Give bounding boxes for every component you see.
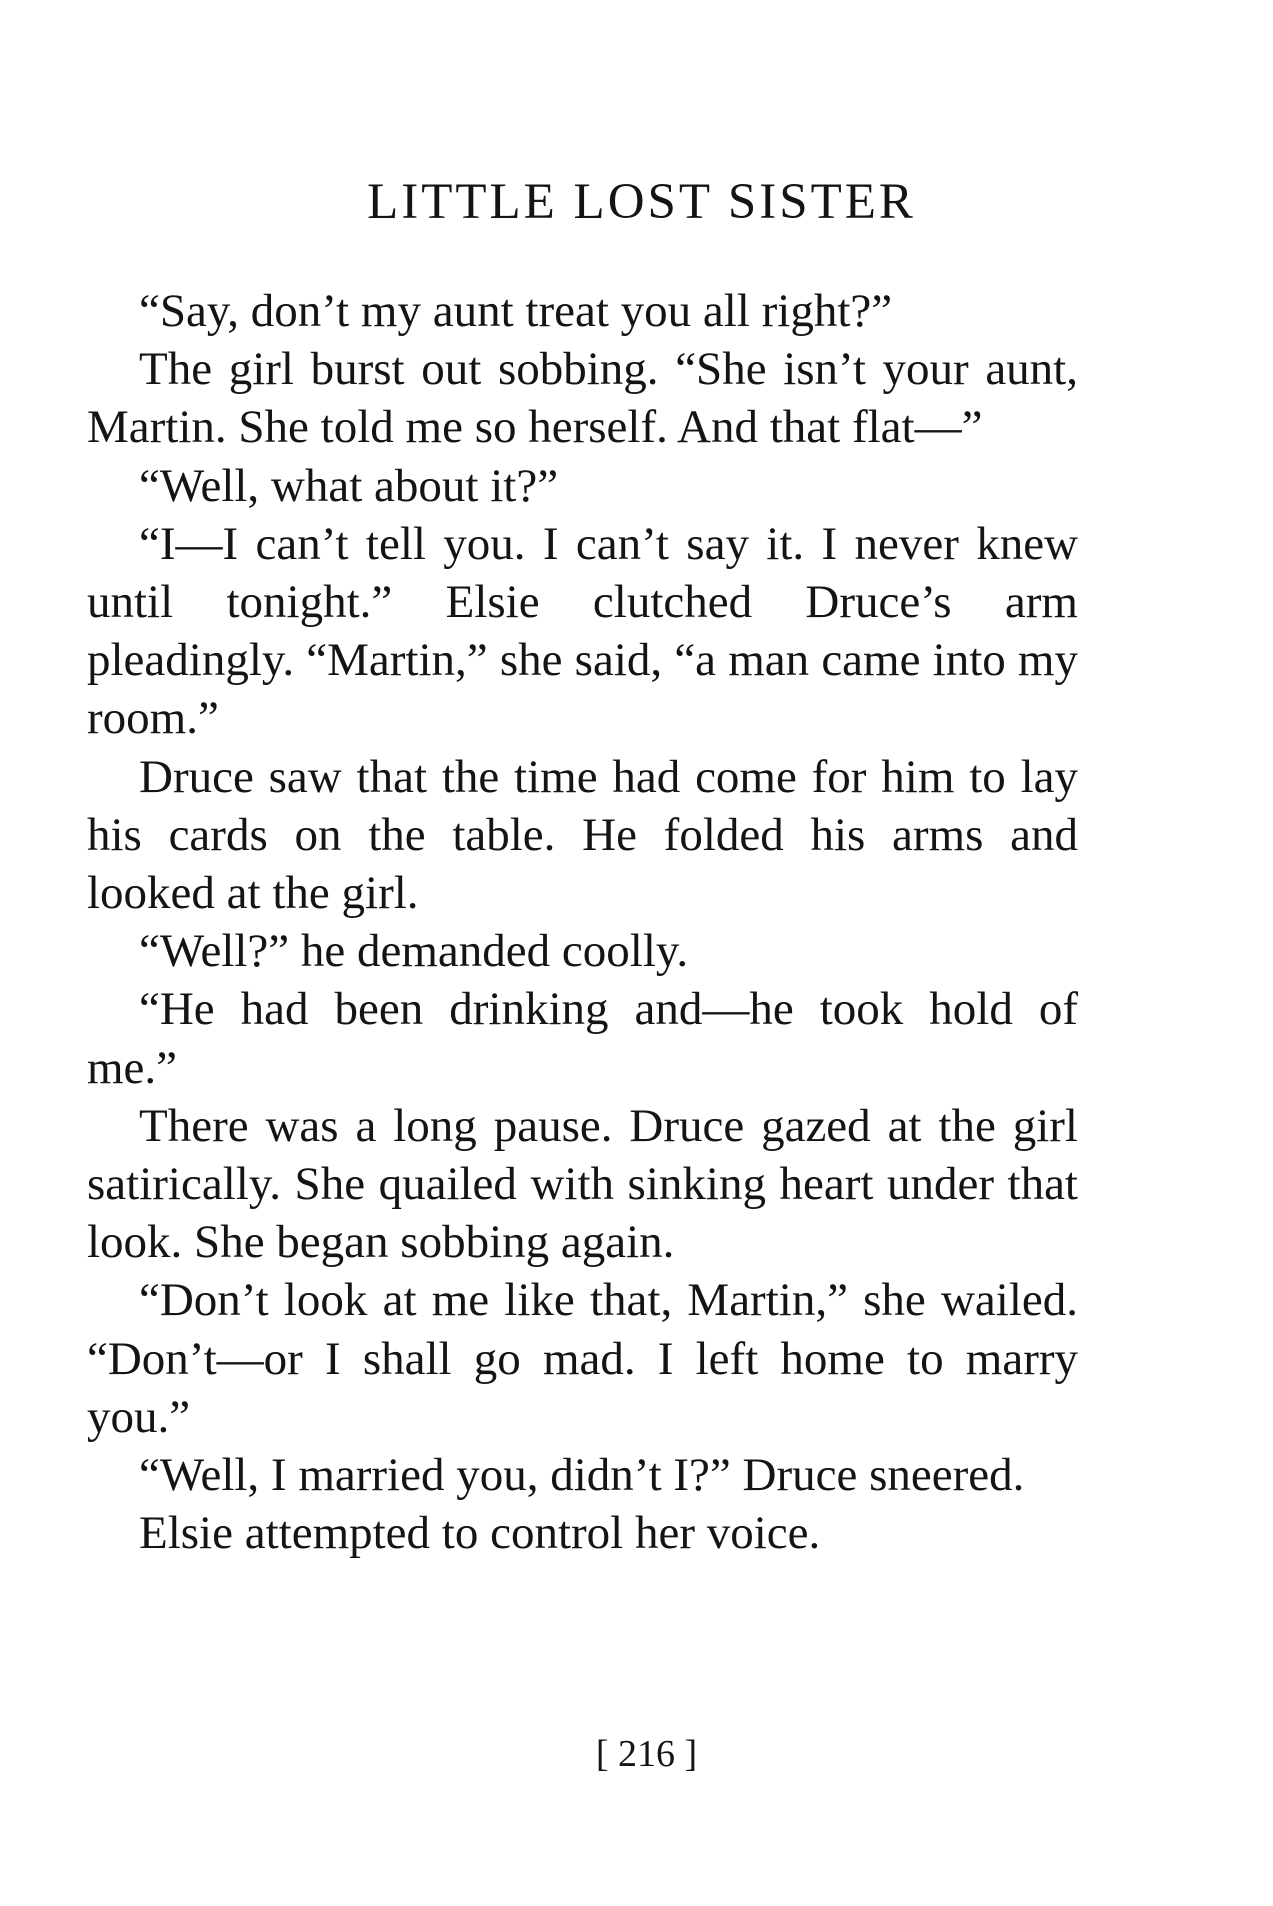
paragraph: Druce saw that the time had come for him to lay his cards on the table. He folded his arms and looked at the girl. [87,750,1078,920]
paragraph: “Well, what about it?” [139,459,559,512]
paragraph: “He had been drinking and—he took hold of me.” [87,983,1078,1094]
paragraph: There was a long pause. Druce gazed at the girl satirically. She quailed with sinking heart under that look. She began sobbing again. [87,1099,1078,1269]
paragraph: “Well, I married you, didn’t I?” Druce sneered. [139,1449,1025,1502]
page-number: [ 216 ] [595,1733,698,1775]
paragraph: “Say, don’t my aunt treat you all right?” [139,285,893,337]
paragraph: “Don’t look at me like that, Martin,” she wailed. “Don’t—or I shall go mad. I left home to marry you.” [87,1274,1078,1443]
paragraph: “Well?” he demanded coolly. [139,925,689,978]
paragraph: The girl burst out sobbing. “She isn’t your aunt, Martin. She told me so herself. And that flat—” [87,343,1078,454]
paragraph: Elsie attempted to control her voice. [139,1507,821,1560]
paragraph: “I—I can’t tell you. I can’t say it. I never knew until tonight.” Elsie clutched Druce’s arm pleadingly. “Martin,” she said, “a man came into my room.” [87,517,1078,745]
body-text [87,282,1078,1562]
running-head: LITTLE LOST SISTER [367,174,916,230]
